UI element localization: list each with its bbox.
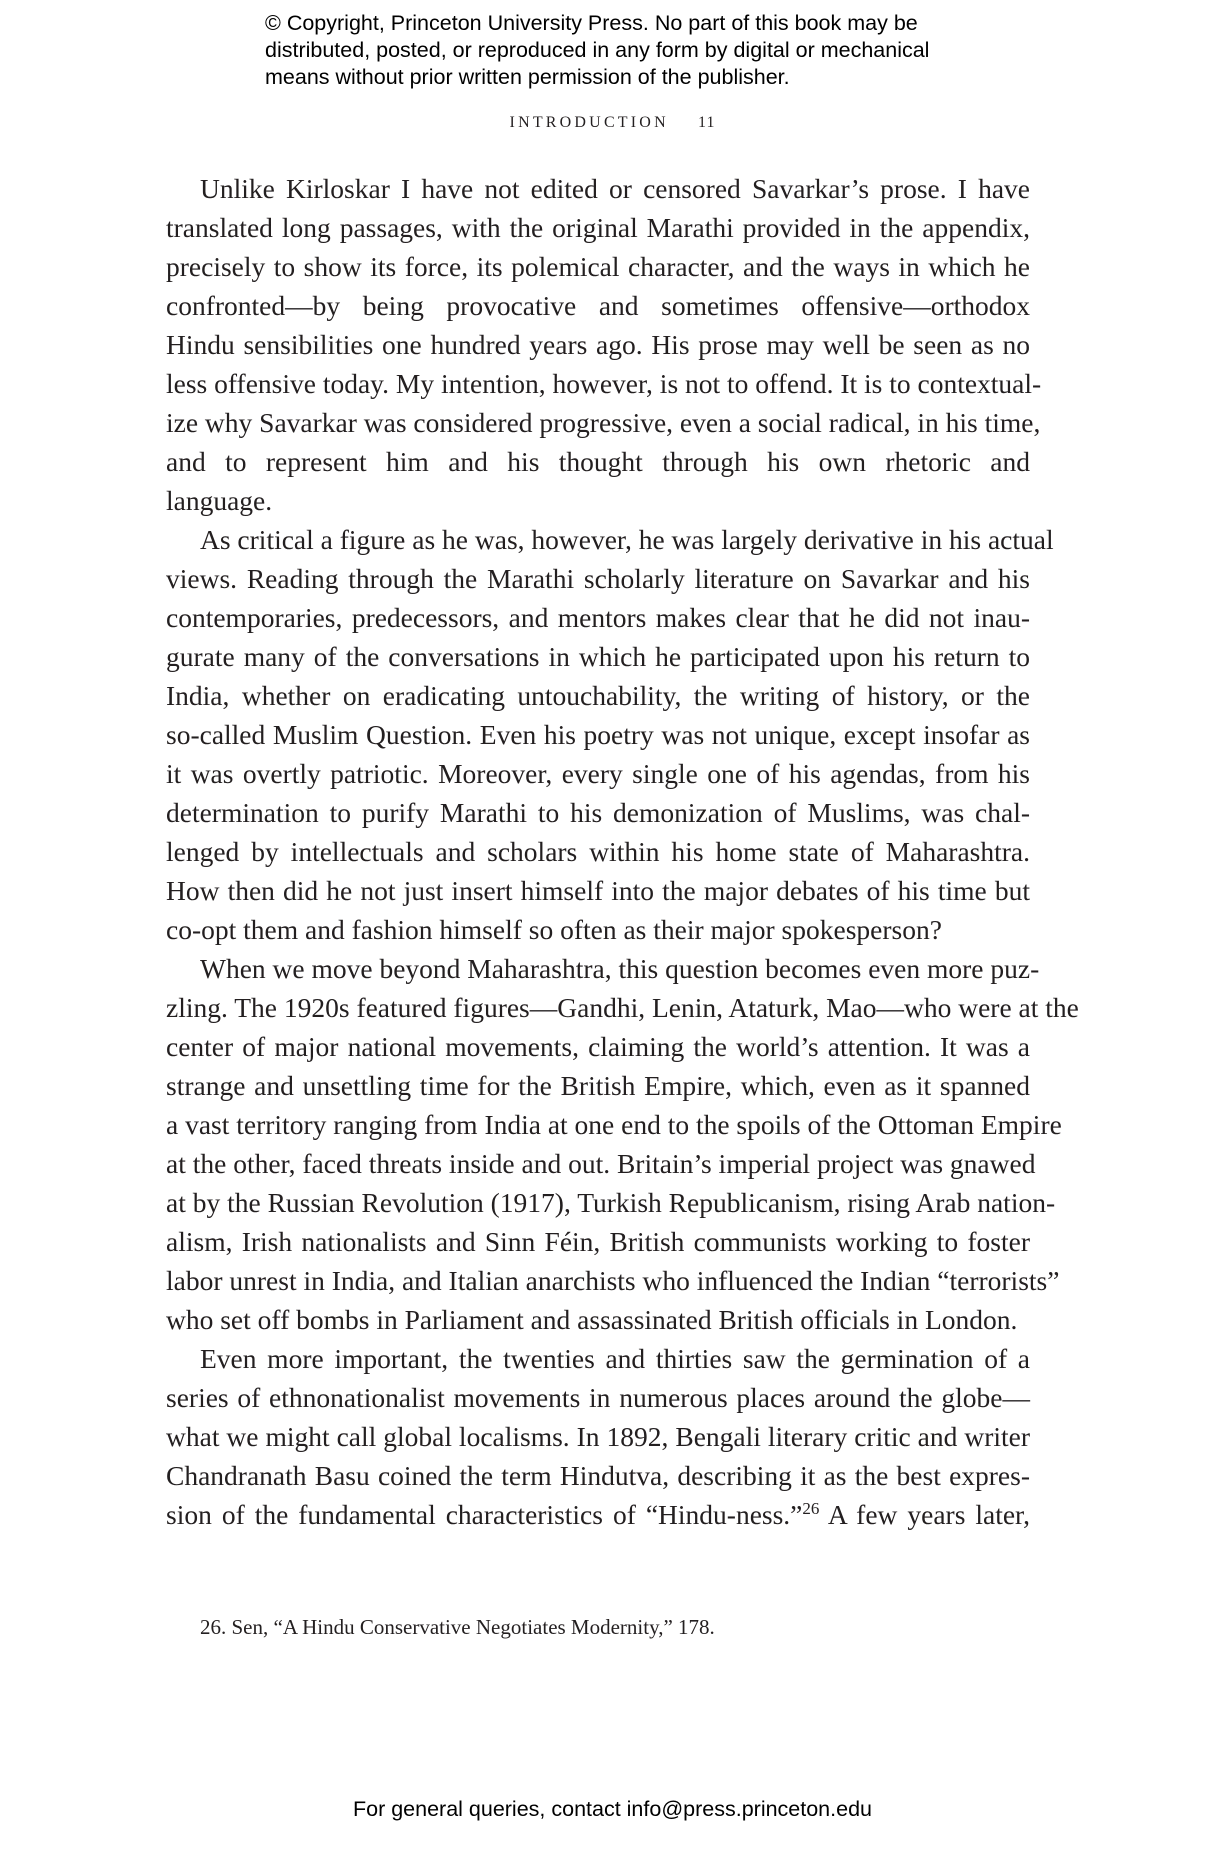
body-text bbox=[166, 169, 1079, 1534]
footer-contact: For general queries, contact info@press.princeton.edu bbox=[352, 1797, 872, 1821]
text-segment: sion of the fundamental characteristics of “Hindu-ness.” bbox=[166, 1499, 803, 1530]
text-line: Even more important, the twenties and thirties saw the germination of a bbox=[200, 1343, 1030, 1374]
text-line: strange and unsettling time for the British Empire, which, even as it spanned bbox=[166, 1070, 1030, 1101]
text-line: determination to purify Marathi to his demonization of Muslims, was chal- bbox=[166, 797, 1030, 828]
text-segment: A few years later, bbox=[819, 1499, 1030, 1530]
text-line: language. bbox=[166, 485, 273, 516]
text-line: center of major national movements, claiming the world’s attention. It was a bbox=[166, 1031, 1030, 1062]
text-line: lenged by intellectuals and scholars within his home state of Maharashtra. bbox=[166, 836, 1030, 867]
footnote-reference[interactable]: 26 bbox=[802, 1499, 820, 1518]
text-line: gurate many of the conversations in which he participated upon his return to bbox=[166, 641, 1030, 672]
copyright-line: means without prior written permission of the publisher. bbox=[265, 65, 790, 89]
running-head bbox=[0, 114, 1225, 132]
text-line: Unlike Kirloskar I have not edited or censored Savarkar’s prose. I have bbox=[200, 173, 1030, 204]
text-line: alism, Irish nationalists and Sinn Féin, British communists working to foster bbox=[166, 1226, 1030, 1257]
text-line: India, whether on eradicating untouchability, the writing of history, or the bbox=[166, 680, 1030, 711]
text-line: a vast territory ranging from India at one end to the spoils of the Ottoman Empire bbox=[166, 1109, 1062, 1140]
text-line: Chandranath Basu coined the term Hindutva, describing it as the best expres- bbox=[166, 1460, 1030, 1491]
text-line: precisely to show its force, its polemical character, and the ways in which he bbox=[166, 251, 1030, 282]
text-line: at by the Russian Revolution (1917), Turkish Republicanism, rising Arab nation- bbox=[166, 1187, 1056, 1218]
running-head-title: INTRODUCTION bbox=[509, 114, 669, 131]
text-line: zling. The 1920s featured figures—Gandhi, Lenin, Ataturk, Mao—who were at the bbox=[166, 992, 1079, 1023]
text-line: series of ethnonationalist movements in numerous places around the globe— bbox=[166, 1382, 1030, 1413]
text-line: who set off bombs in Parliament and assassinated British officials in London. bbox=[166, 1304, 1018, 1335]
text-line: co-opt them and fashion himself so often as their major spokesperson? bbox=[166, 914, 942, 945]
text-line: and to represent him and his thought through his own rhetoric and bbox=[166, 446, 1030, 477]
text-line: at the other, faced threats inside and out. Britain’s imperial project was gnawed bbox=[166, 1148, 1036, 1179]
text-line: views. Reading through the Marathi scholarly literature on Savarkar and his bbox=[166, 563, 1030, 594]
text-line: When we move beyond Maharashtra, this question becomes even more puz- bbox=[200, 953, 1040, 984]
text-line: How then did he not just insert himself into the major debates of his time but bbox=[166, 875, 1030, 906]
text-line: ize why Savarkar was considered progressive, even a social radical, in his time, bbox=[166, 407, 1041, 438]
footnote: 26. Sen, “A Hindu Conservative Negotiates Modernity,” 178. bbox=[200, 1615, 715, 1639]
copyright-line: © Copyright, Princeton University Press. No part of this book may be bbox=[265, 11, 918, 35]
text-line: confronted—by being provocative and sometimes offensive—orthodox bbox=[166, 290, 1030, 321]
text-line: labor unrest in India, and Italian anarchists who influenced the Indian “terrorists” bbox=[166, 1265, 1060, 1296]
text-line: less offensive today. My intention, however, is not to offend. It is to contextual- bbox=[166, 368, 1042, 399]
copyright-notice bbox=[265, 10, 1025, 91]
text-line: translated long passages, with the original Marathi provided in the appendix, bbox=[166, 212, 1030, 243]
text-line: contemporaries, predecessors, and mentors makes clear that he did not inau- bbox=[166, 602, 1030, 633]
copyright-line: distributed, posted, or reproduced in any form by digital or mechanical bbox=[265, 38, 930, 62]
text-line: so-called Muslim Question. Even his poetry was not unique, except insofar as bbox=[166, 719, 1030, 750]
text-line: it was overtly patriotic. Moreover, every single one of his agendas, from his bbox=[166, 758, 1030, 789]
page-number: 11 bbox=[698, 114, 716, 131]
text-line: As critical a figure as he was, however, he was largely derivative in his actual bbox=[200, 524, 1054, 555]
text-line: Hindu sensibilities one hundred years ago. His prose may well be seen as no bbox=[166, 329, 1030, 360]
text-line: what we might call global localisms. In 1892, Bengali literary critic and writer bbox=[166, 1421, 1030, 1452]
text-line-with-note bbox=[166, 1495, 1030, 1534]
